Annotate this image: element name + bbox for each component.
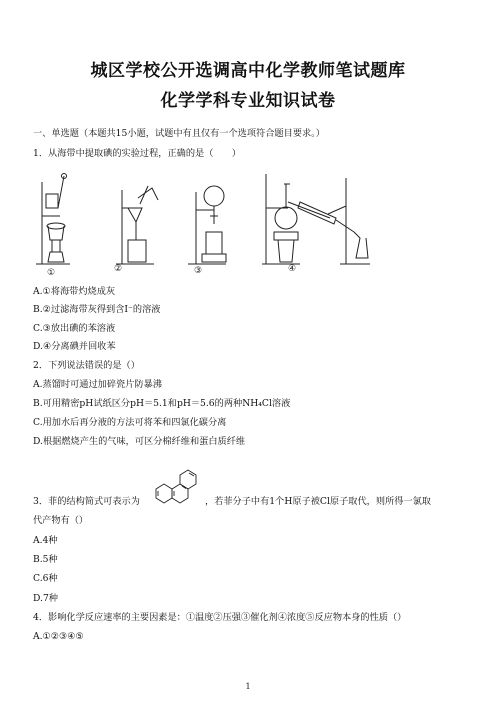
apparatus-1-crucible	[36, 174, 70, 265]
phenanthrene-structure	[146, 455, 204, 505]
q2-option-b: B.可用精密pH试纸区分pH＝5.1和pH＝5.6的两种NH₄Cl溶液	[33, 398, 291, 409]
apparatus-label-1: ①	[47, 268, 56, 278]
q3-option-c: C.6种	[33, 573, 58, 584]
document-subtitle: 化学学科专业知识试卷	[160, 91, 336, 111]
apparatus-figure	[30, 168, 390, 278]
q1-option-c: C.③放出碘的苯溶液	[33, 323, 116, 334]
q4-option-a: A.①②③④⑤	[33, 631, 84, 642]
q2-option-d: D.根据燃烧产生的气味，可区分棉纤维和蛋白质纤维	[33, 436, 246, 447]
question-3-stem-part3: 代产物有（）	[33, 515, 89, 526]
apparatus-2-filtration	[116, 186, 158, 264]
apparatus-label-4: ④	[288, 264, 297, 274]
q3-option-b: B.5种	[33, 554, 58, 565]
question-4-stem: 4．影响化学反应速率的主要因素是：①温度②压强③催化剂④浓度⑤反应物本身的性质（）	[33, 612, 407, 623]
apparatus-3-separatory-funnel	[188, 186, 226, 264]
question-3-stem-part2: ，若菲分子中有1个H原子被Cl原子取代，则所得一氯取	[205, 496, 431, 507]
question-2-stem: 2．下列说法错误的是（）	[33, 360, 140, 371]
q2-option-c: C.用加水后再分液的方法可将苯和四氯化碳分离	[33, 417, 227, 428]
document-title: 城区学校公开选调高中化学教师笔试题库	[90, 61, 406, 81]
apparatus-label-2: ②	[114, 264, 123, 274]
apparatus-4-distillation	[262, 174, 370, 264]
section-heading: 一、单选题（本题共15小题，试题中有且仅有一个选项符合题目要求。）	[33, 128, 325, 139]
q2-option-a: A.蒸馏时可通过加碎瓷片防暴沸	[33, 379, 162, 390]
q1-option-d: D.④分离碘并回收苯	[33, 341, 116, 352]
question-3-stem-part1: 3．菲的结构简式可表示为	[33, 496, 140, 507]
question-1-stem: 1．从海带中提取碘的实验过程，正确的是（ ）	[33, 148, 241, 159]
q1-option-b: B.②过滤海带灰得到含I⁻的溶液	[33, 304, 161, 315]
q3-option-a: A.4种	[33, 535, 58, 546]
q1-option-a: A.①将海带灼烧成灰	[33, 286, 116, 297]
page-number: 1	[245, 682, 251, 691]
apparatus-label-3: ③	[194, 266, 203, 276]
q3-option-d: D.7种	[33, 593, 58, 604]
